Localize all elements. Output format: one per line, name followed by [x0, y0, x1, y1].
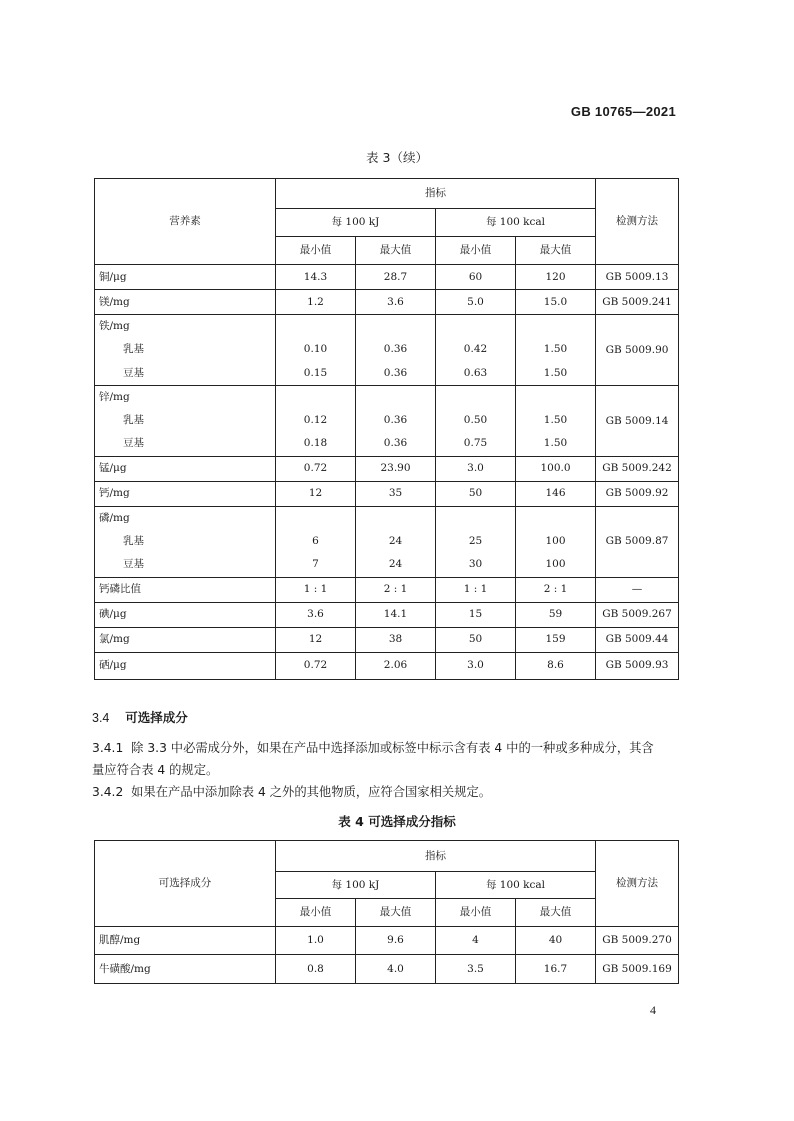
value-kcal-min: 5.0 — [436, 290, 516, 315]
value-kj-max: 23.90 — [356, 456, 436, 481]
cell-value: 24 — [388, 558, 403, 571]
value-kj-max — [356, 315, 436, 386]
nutrient-name: 镁/mg — [95, 290, 276, 315]
value-kj-min: 0.72 — [276, 456, 356, 481]
value-kcal-max: 100.0 — [516, 456, 596, 481]
method: GB 5009.270 — [596, 927, 679, 955]
value-kj-max: 38 — [356, 627, 436, 652]
nutrient-name: 锰/μg — [95, 456, 276, 481]
table-row — [95, 481, 679, 506]
value-kj-min: 12 — [276, 481, 356, 506]
cell-value: 1.50 — [543, 414, 568, 427]
value-kj-min: 1 : 1 — [276, 577, 356, 602]
cell-value: 0.36 — [383, 343, 408, 356]
header-max: 最大值 — [356, 899, 436, 927]
value-kj-min: 0.72 — [276, 652, 356, 679]
cell-value: 0.36 — [383, 437, 408, 450]
value-kj-max: 3.6 — [356, 290, 436, 315]
header-max: 最大值 — [356, 237, 436, 265]
value-kj-max: 4.0 — [356, 955, 436, 984]
value-kcal-min: 50 — [436, 627, 516, 652]
value-kj-min: 1.0 — [276, 927, 356, 955]
value-kcal-max: 120 — [516, 265, 596, 290]
cell-value: 0.63 — [463, 366, 488, 379]
page-number: 4 — [650, 1003, 656, 1017]
nutrient-name: 钙磷比值 — [95, 577, 276, 602]
clause-number: 3.4.1 — [92, 741, 124, 755]
section-number: 3.4 — [92, 711, 110, 725]
method: GB 5009.169 — [596, 955, 679, 984]
nutrient-name — [95, 315, 276, 386]
nutrient-label: 磷/mg — [99, 511, 130, 524]
table-row-phosphorus — [95, 506, 679, 577]
header-min: 最小值 — [276, 899, 356, 927]
table-row — [95, 955, 679, 984]
table-row — [95, 927, 679, 955]
cell-value: 0.50 — [463, 414, 488, 427]
cell-value: 1.50 — [543, 437, 568, 450]
header-index: 指标 — [276, 841, 596, 872]
method: GB 5009.241 — [596, 290, 679, 315]
paragraph-3-4-1 — [92, 737, 692, 781]
cell-value: 30 — [468, 558, 483, 571]
value-kj-min: 12 — [276, 627, 356, 652]
table-row — [95, 577, 679, 602]
nutrient-name: 铜/μg — [95, 265, 276, 290]
value-kcal-max — [516, 315, 596, 386]
method: GB 5009.87 — [596, 506, 679, 577]
sub-type-milk: 乳基 — [123, 414, 144, 427]
cell-value: 1.50 — [543, 366, 568, 379]
cell-value: 25 — [468, 535, 483, 548]
header-nutrient: 营养素 — [95, 179, 276, 265]
sub-type-soy: 豆基 — [123, 558, 144, 571]
table-row-zinc — [95, 385, 679, 456]
cell-value: 0.75 — [463, 437, 488, 450]
header-per-kcal: 每 100 kcal — [436, 209, 596, 237]
table4 — [94, 840, 679, 984]
value-kcal-max: 15.0 — [516, 290, 596, 315]
clause-text: 如果在产品中添加除表 4 之外的其他物质，应符合国家相关规定。 — [131, 785, 492, 799]
table-row-iron — [95, 315, 679, 386]
value-kj-min — [276, 385, 356, 456]
clause-text-cont: 量应符合表 4 的规定。 — [92, 763, 219, 777]
component-name: 牛磺酸/mg — [95, 955, 276, 984]
value-kcal-max — [516, 385, 596, 456]
value-kj-max: 9.6 — [356, 927, 436, 955]
header-method: 检测方法 — [596, 841, 679, 927]
value-kj-min: 14.3 — [276, 265, 356, 290]
value-kcal-min: 3.0 — [436, 652, 516, 679]
nutrient-name: 硒/μg — [95, 652, 276, 679]
value-kcal-min: 50 — [436, 481, 516, 506]
cell-value: 6 — [312, 535, 319, 548]
value-kj-min — [276, 315, 356, 386]
cell-value: 100 — [545, 535, 566, 548]
cell-value: 0.15 — [303, 366, 328, 379]
nutrient-label: 铁/mg — [99, 320, 130, 332]
table-row — [95, 652, 679, 679]
value-kj-max: 35 — [356, 481, 436, 506]
value-kcal-min — [436, 315, 516, 386]
clause-text: 除 3.3 中必需成分外，如果在产品中选择添加或标签中标示含有表 4 中的一种或多种成分，其含 — [131, 741, 654, 755]
table-row — [95, 265, 679, 290]
cell-value: 0.10 — [303, 343, 328, 356]
method: GB 5009.90 — [596, 315, 679, 386]
cell-value: 1.50 — [543, 343, 568, 356]
table-row — [95, 456, 679, 481]
value-kj-max — [356, 506, 436, 577]
value-kcal-min — [436, 385, 516, 456]
cell-value: 7 — [312, 558, 319, 571]
cell-value: 0.36 — [383, 366, 408, 379]
section-title: 可选择成分 — [125, 710, 188, 725]
cell-value: 0.36 — [383, 414, 408, 427]
cell-value: 100 — [545, 558, 566, 571]
value-kcal-max: 40 — [516, 927, 596, 955]
value-kcal-max: 159 — [516, 627, 596, 652]
value-kj-min: 3.6 — [276, 602, 356, 627]
sub-type-milk: 乳基 — [123, 535, 144, 548]
method: GB 5009.267 — [596, 602, 679, 627]
value-kcal-min: 3.0 — [436, 456, 516, 481]
nutrient-label: 锌/mg — [99, 390, 130, 403]
table3 — [94, 178, 679, 680]
clause-number: 3.4.2 — [92, 785, 124, 799]
method: — — [596, 577, 679, 602]
value-kj-min — [276, 506, 356, 577]
nutrient-name — [95, 506, 276, 577]
method: GB 5009.93 — [596, 652, 679, 679]
method: GB 5009.44 — [596, 627, 679, 652]
cell-value: 0.18 — [303, 437, 328, 450]
method: GB 5009.14 — [596, 385, 679, 456]
sub-type-milk: 乳基 — [123, 343, 144, 356]
method: GB 5009.242 — [596, 456, 679, 481]
nutrient-name — [95, 385, 276, 456]
value-kj-max: 14.1 — [356, 602, 436, 627]
value-kcal-max: 16.7 — [516, 955, 596, 984]
header-method: 检测方法 — [596, 179, 679, 265]
header-index: 指标 — [276, 179, 596, 209]
value-kcal-max: 8.6 — [516, 652, 596, 679]
nutrient-name: 碘/μg — [95, 602, 276, 627]
nutrient-name: 钙/mg — [95, 481, 276, 506]
cell-value: 24 — [388, 535, 403, 548]
header-per-kcal: 每 100 kcal — [436, 872, 596, 899]
header-max: 最大值 — [516, 899, 596, 927]
value-kcal-max: 2 : 1 — [516, 577, 596, 602]
value-kcal-min: 3.5 — [436, 955, 516, 984]
paragraph-3-4-2 — [92, 781, 692, 803]
nutrient-name: 氯/mg — [95, 627, 276, 652]
value-kj-max: 28.7 — [356, 265, 436, 290]
value-kcal-min: 4 — [436, 927, 516, 955]
header-min: 最小值 — [276, 237, 356, 265]
table4-caption: 表 4 可选择成分指标 — [338, 814, 456, 829]
value-kcal-max: 59 — [516, 602, 596, 627]
value-kj-min: 1.2 — [276, 290, 356, 315]
header-max: 最大值 — [516, 237, 596, 265]
header-per-kj: 每 100 kJ — [276, 872, 436, 899]
cell-value: 0.12 — [303, 414, 328, 427]
header-component: 可选择成分 — [95, 841, 276, 927]
value-kcal-min: 60 — [436, 265, 516, 290]
table-row — [95, 290, 679, 315]
standard-code: GB 10765—2021 — [570, 104, 676, 119]
table-row — [95, 627, 679, 652]
table-row — [95, 602, 679, 627]
value-kcal-min: 15 — [436, 602, 516, 627]
value-kcal-max: 146 — [516, 481, 596, 506]
value-kj-max: 2.06 — [356, 652, 436, 679]
value-kj-max: 2 : 1 — [356, 577, 436, 602]
sub-type-soy: 豆基 — [123, 437, 144, 450]
header-min: 最小值 — [436, 899, 516, 927]
value-kcal-min: 1 : 1 — [436, 577, 516, 602]
header-min: 最小值 — [436, 237, 516, 265]
component-name: 肌醇/mg — [95, 927, 276, 955]
table3-caption: 表 3（续） — [366, 150, 428, 165]
method: GB 5009.92 — [596, 481, 679, 506]
value-kj-max — [356, 385, 436, 456]
value-kj-min: 0.8 — [276, 955, 356, 984]
header-per-kj: 每 100 kJ — [276, 209, 436, 237]
section-heading — [92, 708, 188, 726]
value-kcal-min — [436, 506, 516, 577]
method: GB 5009.13 — [596, 265, 679, 290]
sub-type-soy: 豆基 — [123, 366, 144, 379]
cell-value: 0.42 — [463, 343, 488, 356]
value-kcal-max — [516, 506, 596, 577]
